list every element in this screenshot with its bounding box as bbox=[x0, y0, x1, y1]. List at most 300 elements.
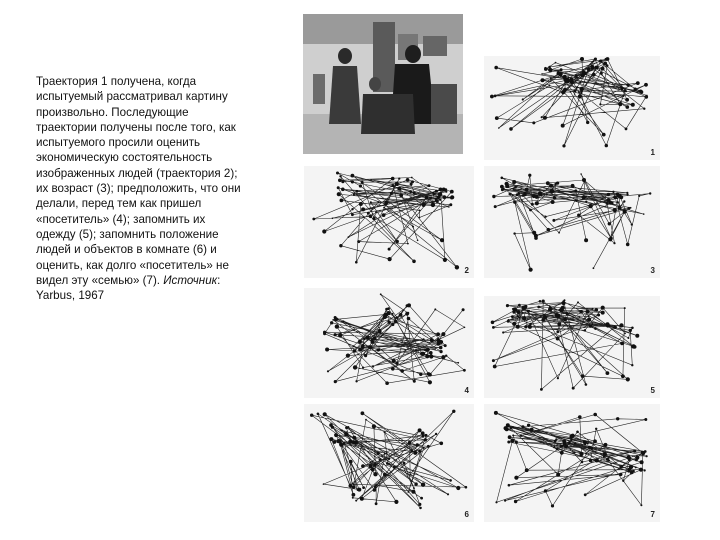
fixation-point bbox=[543, 314, 545, 316]
fixation-point bbox=[357, 489, 359, 491]
fixation-point bbox=[575, 199, 578, 202]
fixation-point bbox=[578, 415, 582, 419]
fixation-point bbox=[379, 458, 382, 461]
fixation-point bbox=[323, 412, 327, 416]
fixation-point bbox=[541, 78, 545, 82]
fixation-point bbox=[562, 301, 564, 303]
fixation-point bbox=[593, 267, 595, 269]
fixation-point bbox=[516, 193, 519, 196]
fixation-point bbox=[355, 261, 358, 264]
fixation-point bbox=[449, 479, 452, 482]
fixation-point bbox=[410, 183, 413, 186]
fixation-point bbox=[624, 333, 626, 335]
fixation-point bbox=[439, 199, 441, 201]
fixation-point bbox=[383, 473, 387, 477]
fixation-point bbox=[383, 316, 386, 319]
fixation-point bbox=[423, 447, 425, 449]
fixation-point bbox=[517, 315, 519, 317]
fixation-point bbox=[440, 238, 444, 242]
fixation-point bbox=[528, 325, 532, 329]
fixation-point bbox=[412, 260, 416, 264]
fixation-point bbox=[495, 116, 499, 120]
fixation-point bbox=[643, 213, 645, 215]
fixation-point bbox=[372, 461, 374, 463]
fixation-point bbox=[584, 493, 587, 496]
fixation-point bbox=[608, 460, 610, 462]
fixation-point bbox=[621, 374, 625, 378]
fixation-point bbox=[341, 188, 345, 192]
fixation-point bbox=[518, 304, 521, 307]
fixation-point bbox=[351, 213, 354, 216]
fixation-point bbox=[566, 79, 570, 83]
fixation-point bbox=[568, 441, 571, 444]
fixation-point bbox=[643, 469, 645, 471]
fixation-point bbox=[393, 466, 396, 469]
fixation-point bbox=[595, 66, 599, 70]
panel-number: 1 bbox=[650, 148, 655, 157]
fixation-point bbox=[580, 57, 584, 61]
trajectory-plot-7 bbox=[484, 404, 660, 522]
fixation-point bbox=[495, 501, 497, 503]
fixation-point bbox=[631, 224, 633, 226]
fixation-point bbox=[608, 222, 611, 225]
fixation-point bbox=[407, 317, 411, 321]
fixation-point bbox=[619, 323, 623, 327]
fixation-point bbox=[512, 426, 514, 428]
fixation-point bbox=[625, 98, 629, 102]
panel-number: 6 bbox=[464, 510, 469, 519]
fixation-point bbox=[649, 192, 651, 194]
fixation-point bbox=[524, 305, 527, 308]
fixation-point bbox=[521, 425, 524, 428]
gaze-path bbox=[492, 59, 647, 146]
fixation-point bbox=[582, 196, 586, 200]
fixation-point bbox=[424, 438, 427, 441]
fixation-point bbox=[427, 372, 431, 376]
fixation-point bbox=[572, 387, 575, 390]
fixation-point bbox=[423, 338, 425, 340]
fixation-point bbox=[627, 193, 629, 195]
fixation-point bbox=[385, 201, 388, 204]
fixation-point bbox=[542, 300, 545, 303]
fixation-point bbox=[429, 197, 431, 199]
fixation-point bbox=[352, 345, 354, 347]
fixation-point bbox=[537, 306, 540, 309]
fixation-point bbox=[630, 471, 634, 475]
fixation-point bbox=[519, 435, 521, 437]
fixation-point bbox=[614, 326, 617, 329]
fixation-point bbox=[560, 68, 563, 71]
fixation-point bbox=[377, 348, 380, 351]
fixation-point bbox=[635, 466, 637, 468]
fixation-point bbox=[407, 491, 409, 493]
fixation-point bbox=[456, 486, 460, 490]
fixation-point bbox=[616, 417, 619, 420]
fixation-point bbox=[390, 192, 393, 195]
fixation-point bbox=[359, 202, 363, 206]
panel-number: 3 bbox=[650, 266, 655, 275]
fixation-point bbox=[418, 450, 421, 453]
fixation-point bbox=[595, 428, 597, 430]
fixation-point bbox=[531, 203, 534, 206]
fixation-point bbox=[619, 473, 622, 476]
fixation-point bbox=[448, 206, 450, 208]
fixation-point bbox=[372, 337, 376, 341]
panel-number: 2 bbox=[464, 266, 469, 275]
fixation-point bbox=[338, 333, 342, 337]
fixation-point bbox=[327, 370, 329, 372]
fixation-point bbox=[395, 362, 398, 365]
fixation-point bbox=[392, 359, 396, 363]
fixation-point bbox=[413, 192, 416, 195]
fixation-point bbox=[577, 214, 580, 217]
fixation-point bbox=[465, 486, 468, 489]
fixation-point bbox=[580, 90, 583, 93]
fixation-point bbox=[644, 450, 647, 453]
fixation-point bbox=[555, 313, 559, 317]
fixation-point bbox=[540, 194, 542, 196]
fixation-point bbox=[372, 365, 374, 367]
fixation-point bbox=[336, 172, 339, 175]
fixation-point bbox=[555, 62, 557, 64]
fixation-point bbox=[363, 338, 366, 341]
fixation-point bbox=[442, 195, 446, 199]
fixation-point bbox=[590, 65, 594, 69]
fixation-point bbox=[562, 144, 565, 147]
fixation-point bbox=[636, 81, 640, 85]
fixation-point bbox=[612, 191, 614, 193]
fixation-point bbox=[435, 198, 438, 201]
fixation-point bbox=[493, 365, 497, 369]
fixation-point bbox=[548, 85, 550, 87]
fixation-point bbox=[403, 462, 406, 465]
fixation-point bbox=[357, 240, 360, 243]
fixation-point bbox=[388, 321, 391, 324]
fixation-point bbox=[544, 67, 548, 71]
fixation-point bbox=[570, 439, 572, 441]
fixation-point bbox=[506, 304, 509, 307]
fixation-point bbox=[394, 320, 397, 323]
trajectory-panel-1 bbox=[484, 56, 660, 160]
fixation-point bbox=[352, 440, 356, 444]
fixation-point bbox=[512, 434, 514, 436]
fixation-point bbox=[399, 313, 403, 317]
fixation-point bbox=[441, 355, 445, 359]
fixation-point bbox=[409, 474, 411, 476]
fixation-point bbox=[587, 318, 591, 322]
fixation-point bbox=[439, 340, 443, 344]
fixation-point bbox=[358, 340, 362, 344]
fixation-point bbox=[601, 306, 605, 310]
fixation-point bbox=[362, 367, 364, 369]
fixation-point bbox=[541, 116, 543, 118]
fixation-point bbox=[606, 202, 609, 205]
fixation-point bbox=[373, 488, 377, 492]
fixation-point bbox=[407, 303, 411, 307]
fixation-point bbox=[627, 470, 630, 473]
fixation-point bbox=[407, 243, 409, 245]
fixation-point bbox=[605, 144, 608, 147]
fixation-point bbox=[578, 94, 582, 98]
fixation-point bbox=[413, 380, 416, 383]
fixation-point bbox=[529, 268, 533, 272]
fixation-point bbox=[563, 318, 567, 322]
fixation-point bbox=[528, 174, 531, 177]
fixation-point bbox=[339, 175, 341, 177]
fixation-point bbox=[358, 348, 362, 352]
fixation-point bbox=[364, 354, 367, 357]
fixation-point bbox=[411, 490, 415, 494]
fixation-point bbox=[512, 308, 514, 310]
fixation-point bbox=[606, 322, 610, 326]
figure-caption bbox=[36, 74, 242, 303]
trajectory-plot-3 bbox=[484, 166, 660, 278]
fixation-point bbox=[359, 184, 362, 187]
fixation-point bbox=[440, 442, 444, 446]
fixation-point bbox=[601, 67, 605, 71]
fixation-point bbox=[644, 418, 647, 421]
fixation-point bbox=[644, 83, 648, 87]
fixation-point bbox=[571, 184, 575, 188]
fixation-point bbox=[373, 472, 377, 476]
fixation-point bbox=[590, 447, 593, 450]
fixation-point bbox=[594, 328, 596, 330]
fixation-point bbox=[388, 257, 392, 261]
fixation-point bbox=[592, 308, 594, 310]
trajectory-plot-2 bbox=[304, 166, 474, 278]
fixation-point bbox=[399, 193, 403, 197]
fixation-point bbox=[530, 428, 534, 432]
fixation-point bbox=[586, 121, 589, 124]
trajectory-plot-4 bbox=[304, 288, 474, 398]
fixation-point bbox=[574, 189, 577, 192]
fixation-point bbox=[387, 307, 390, 310]
fixation-point bbox=[352, 486, 355, 489]
fixation-point bbox=[529, 323, 531, 325]
fixation-point bbox=[515, 441, 518, 444]
fixation-point bbox=[573, 451, 575, 453]
fixation-point bbox=[397, 187, 401, 191]
fixation-point bbox=[352, 436, 356, 440]
fixation-point bbox=[543, 315, 547, 319]
fixation-point bbox=[414, 482, 417, 485]
fixation-point bbox=[411, 177, 413, 179]
fixation-point bbox=[631, 103, 635, 107]
fixation-point bbox=[412, 226, 414, 228]
fixation-point bbox=[532, 121, 535, 124]
fixation-point bbox=[560, 451, 564, 455]
fixation-point bbox=[322, 229, 326, 233]
fixation-point bbox=[576, 86, 578, 88]
fixation-point bbox=[391, 323, 394, 326]
fixation-point bbox=[624, 307, 626, 309]
fixation-point bbox=[413, 487, 415, 489]
panel-number: 4 bbox=[464, 386, 469, 395]
fixation-point bbox=[439, 188, 443, 192]
fixation-point bbox=[410, 450, 413, 453]
fixation-point bbox=[535, 195, 539, 199]
fixation-point bbox=[619, 465, 623, 469]
fixation-point bbox=[352, 497, 354, 499]
fixation-point bbox=[582, 178, 586, 182]
fixation-point bbox=[613, 195, 617, 199]
fixation-point bbox=[641, 451, 644, 454]
fixation-point bbox=[507, 441, 510, 444]
fixation-point bbox=[604, 443, 608, 447]
fixation-point bbox=[626, 377, 630, 381]
fixation-point bbox=[505, 184, 509, 188]
fixation-point bbox=[607, 193, 610, 196]
fixation-point bbox=[365, 419, 367, 421]
fixation-point bbox=[630, 451, 632, 453]
fixation-point bbox=[337, 192, 341, 196]
fixation-point bbox=[370, 201, 372, 203]
fixation-point bbox=[419, 373, 422, 376]
fixation-point bbox=[341, 180, 344, 183]
caption-text: Траектория 1 получена, когда испытуемый рассматривал картину произвольно. Последующие траектории получены после того, как испытуемого просили оценить экономическую состоятельность изображенных людей (траектория 2); их возраст (3); предположить, что они делали, перед тем как пришел «посетитель» (4); запомнить их одежду (5); запомнить положение людей и объектов в комнате (6) и оценить, как долго «посетитель» не видел эту «семью» (7). bbox=[36, 75, 241, 287]
fixation-point bbox=[351, 180, 354, 183]
fixation-point bbox=[425, 354, 429, 358]
fixation-point bbox=[551, 504, 554, 507]
fixation-point bbox=[555, 438, 557, 440]
fixation-point bbox=[351, 174, 355, 178]
gaze-path bbox=[325, 294, 465, 383]
fixation-point bbox=[396, 240, 399, 243]
fixation-point bbox=[388, 248, 391, 251]
fixation-point bbox=[603, 452, 607, 456]
fixation-point bbox=[638, 195, 640, 197]
fixation-point bbox=[421, 431, 425, 435]
fixation-point bbox=[387, 311, 391, 315]
fixation-point bbox=[344, 432, 348, 436]
fixation-point bbox=[343, 442, 346, 445]
fixation-point bbox=[429, 351, 433, 355]
fixation-point bbox=[595, 308, 599, 312]
fixation-point bbox=[374, 486, 377, 489]
fixation-point bbox=[548, 66, 551, 69]
fixation-point bbox=[546, 181, 550, 185]
gaze-path bbox=[496, 413, 647, 506]
fixation-point bbox=[640, 460, 644, 464]
fixation-point bbox=[372, 424, 376, 428]
fixation-point bbox=[419, 507, 422, 510]
fixation-point bbox=[435, 190, 438, 193]
fixation-point bbox=[586, 310, 590, 314]
trajectory-panel-5 bbox=[484, 296, 660, 398]
fixation-point bbox=[334, 433, 337, 436]
fixation-point bbox=[512, 322, 516, 326]
fixation-point bbox=[396, 316, 399, 319]
fixation-point bbox=[462, 308, 465, 311]
fixation-point bbox=[312, 218, 315, 221]
fixation-point bbox=[429, 354, 433, 358]
fixation-point bbox=[349, 484, 353, 488]
fixation-point bbox=[353, 365, 357, 369]
fixation-point bbox=[374, 456, 376, 458]
fixation-point bbox=[509, 127, 513, 131]
fixation-point bbox=[618, 194, 622, 198]
fixation-point bbox=[620, 342, 624, 346]
fixation-point bbox=[623, 210, 627, 214]
fixation-point bbox=[577, 301, 579, 303]
fixation-point bbox=[370, 461, 372, 463]
fixation-point bbox=[576, 77, 578, 79]
fixation-point bbox=[544, 489, 547, 492]
fixation-point bbox=[611, 202, 614, 205]
fixation-point bbox=[613, 242, 615, 244]
fixation-point bbox=[341, 429, 343, 431]
fixation-point bbox=[443, 258, 447, 262]
fixation-point bbox=[546, 194, 548, 196]
fixation-point bbox=[356, 190, 359, 193]
fixation-point bbox=[500, 185, 504, 189]
fixation-point bbox=[584, 238, 588, 242]
fixation-point bbox=[419, 217, 421, 219]
fixation-point bbox=[334, 333, 337, 336]
fixation-point bbox=[529, 209, 532, 212]
source-value: : Yarbus, 1967 bbox=[36, 273, 221, 303]
fixation-point bbox=[334, 380, 337, 383]
fixation-point bbox=[392, 313, 394, 315]
fixation-point bbox=[433, 192, 436, 195]
fixation-point bbox=[583, 440, 587, 444]
fixation-point bbox=[369, 215, 372, 218]
fixation-point bbox=[626, 243, 630, 247]
fixation-point bbox=[557, 377, 559, 379]
fixation-point bbox=[384, 431, 386, 433]
fixation-point bbox=[504, 500, 506, 502]
fixation-point bbox=[626, 105, 630, 109]
fixation-point bbox=[386, 453, 388, 455]
fixation-point bbox=[347, 426, 349, 428]
fixation-point bbox=[348, 236, 350, 238]
fixation-point bbox=[613, 208, 617, 212]
fixation-point bbox=[576, 431, 579, 434]
fixation-point bbox=[366, 335, 370, 339]
fixation-point bbox=[510, 438, 514, 442]
fixation-point bbox=[375, 502, 378, 505]
fixation-point bbox=[548, 308, 552, 312]
fixation-point bbox=[599, 60, 601, 62]
fixation-point bbox=[508, 435, 512, 439]
fixation-point bbox=[373, 463, 377, 467]
fixation-point bbox=[580, 310, 583, 313]
fixation-point bbox=[517, 311, 521, 315]
fixation-point bbox=[556, 473, 560, 477]
fixation-point bbox=[420, 352, 424, 356]
fixation-point bbox=[630, 207, 632, 209]
fixation-point bbox=[333, 440, 337, 444]
fixation-point bbox=[353, 351, 355, 353]
fixation-point bbox=[369, 464, 373, 468]
fixation-point bbox=[425, 349, 427, 351]
fixation-point bbox=[543, 116, 547, 120]
fixation-point bbox=[527, 424, 530, 427]
fixation-point bbox=[631, 364, 633, 366]
fixation-point bbox=[522, 98, 524, 100]
fixation-point bbox=[512, 180, 516, 184]
trajectory-plot-6 bbox=[304, 404, 474, 522]
fixation-point bbox=[361, 464, 365, 468]
fixation-point bbox=[622, 95, 624, 97]
fixation-point bbox=[431, 201, 433, 203]
fixation-point bbox=[492, 195, 495, 198]
fixation-point bbox=[634, 88, 637, 91]
fixation-point bbox=[581, 461, 584, 464]
fixation-point bbox=[624, 89, 627, 92]
fixation-point bbox=[361, 181, 364, 184]
fixation-point bbox=[522, 312, 524, 314]
